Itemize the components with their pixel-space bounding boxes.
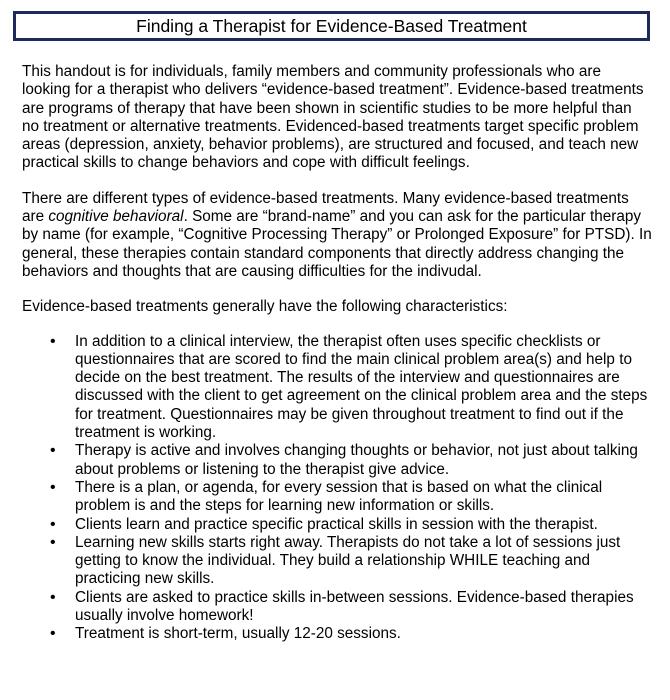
bullet-icon: • — [50, 332, 56, 350]
characteristics-list — [22, 333, 652, 644]
list-item — [22, 534, 652, 589]
types-text-start: There are different types of evidence-based treatments. Many evidence-based treatments are — [22, 189, 629, 226]
bullet-icon: • — [50, 478, 56, 496]
bullet-icon: • — [50, 515, 56, 533]
list-item-text: Learning new skills starts right away. Therapists do not take a lot of sessions just getting to know the individual. They build a relationship WHILE teaching and practicing new skills. — [75, 533, 621, 588]
list-item-text: There is a plan, or agenda, for every session that is based on what the clinical problem is and the steps for learning new information or skills. — [75, 478, 603, 515]
list-item — [22, 589, 652, 626]
list-item — [22, 442, 652, 479]
characteristics-intro: Evidence-based treatments generally have the following characteristics: — [22, 298, 508, 316]
document-body — [22, 63, 652, 644]
page-title: Finding a Therapist for Evidence-Based Treatment — [13, 11, 650, 41]
types-paragraph — [22, 190, 652, 281]
types-text-end: . Some are “brand-name” and you can ask for the particular therapy by name (for example, “Cognitive Processing Therapy” or Prolonged Exposure” for PTSD). In general, these therapies contain standard components that directly address changing the behaviors and thoughts that are causing difficulties for the indivudal. — [22, 208, 652, 280]
list-item — [22, 333, 652, 443]
bullet-icon: • — [50, 442, 56, 460]
list-item — [22, 625, 652, 643]
bullet-icon: • — [50, 588, 56, 606]
bullet-icon: • — [50, 533, 56, 551]
list-item — [22, 479, 652, 516]
intro-paragraph: This handout is for individuals, family members and community professionals who are looking for a therapist who delivers “evidence-based treatment”. Evidence-based treatments are programs of therapy that have been shown in scientific studies to be more helpful than no treatment or alternative treatments. Evidenced-based treatments target specific problem areas (depression, anxiety, behavior problems), are structured and focused, and teach new practical skills to change behaviors and cope with difficult feelings. — [22, 63, 644, 172]
list-item-text: Clients are asked to practice skills in-between sessions. Evidence-based therapies usually involve homework! — [75, 588, 634, 625]
list-item-text: In addition to a clinical interview, the therapist often uses specific checklists or questionnaires that are scored to find the main clinical problem area(s) and help to decide on the best treatment. The results of the interview and questionnaires are discussed with the client to get agreement on the clinical problem area and the steps for treatment. Questionnaires may be given throughout treatment to find out if the treatment is working. — [75, 332, 648, 442]
list-item-text: Clients learn and practice specific practical skills in session with the therapist. — [75, 515, 598, 533]
list-item — [22, 516, 652, 534]
list-item-text: Treatment is short-term, usually 12-20 sessions. — [75, 625, 401, 643]
bullet-icon: • — [50, 625, 56, 643]
list-item-text: Therapy is active and involves changing thoughts or behavior, not just about talking about problems or listening to the therapist give advice. — [75, 442, 638, 478]
types-italic-term: cognitive behavioral — [48, 208, 184, 226]
